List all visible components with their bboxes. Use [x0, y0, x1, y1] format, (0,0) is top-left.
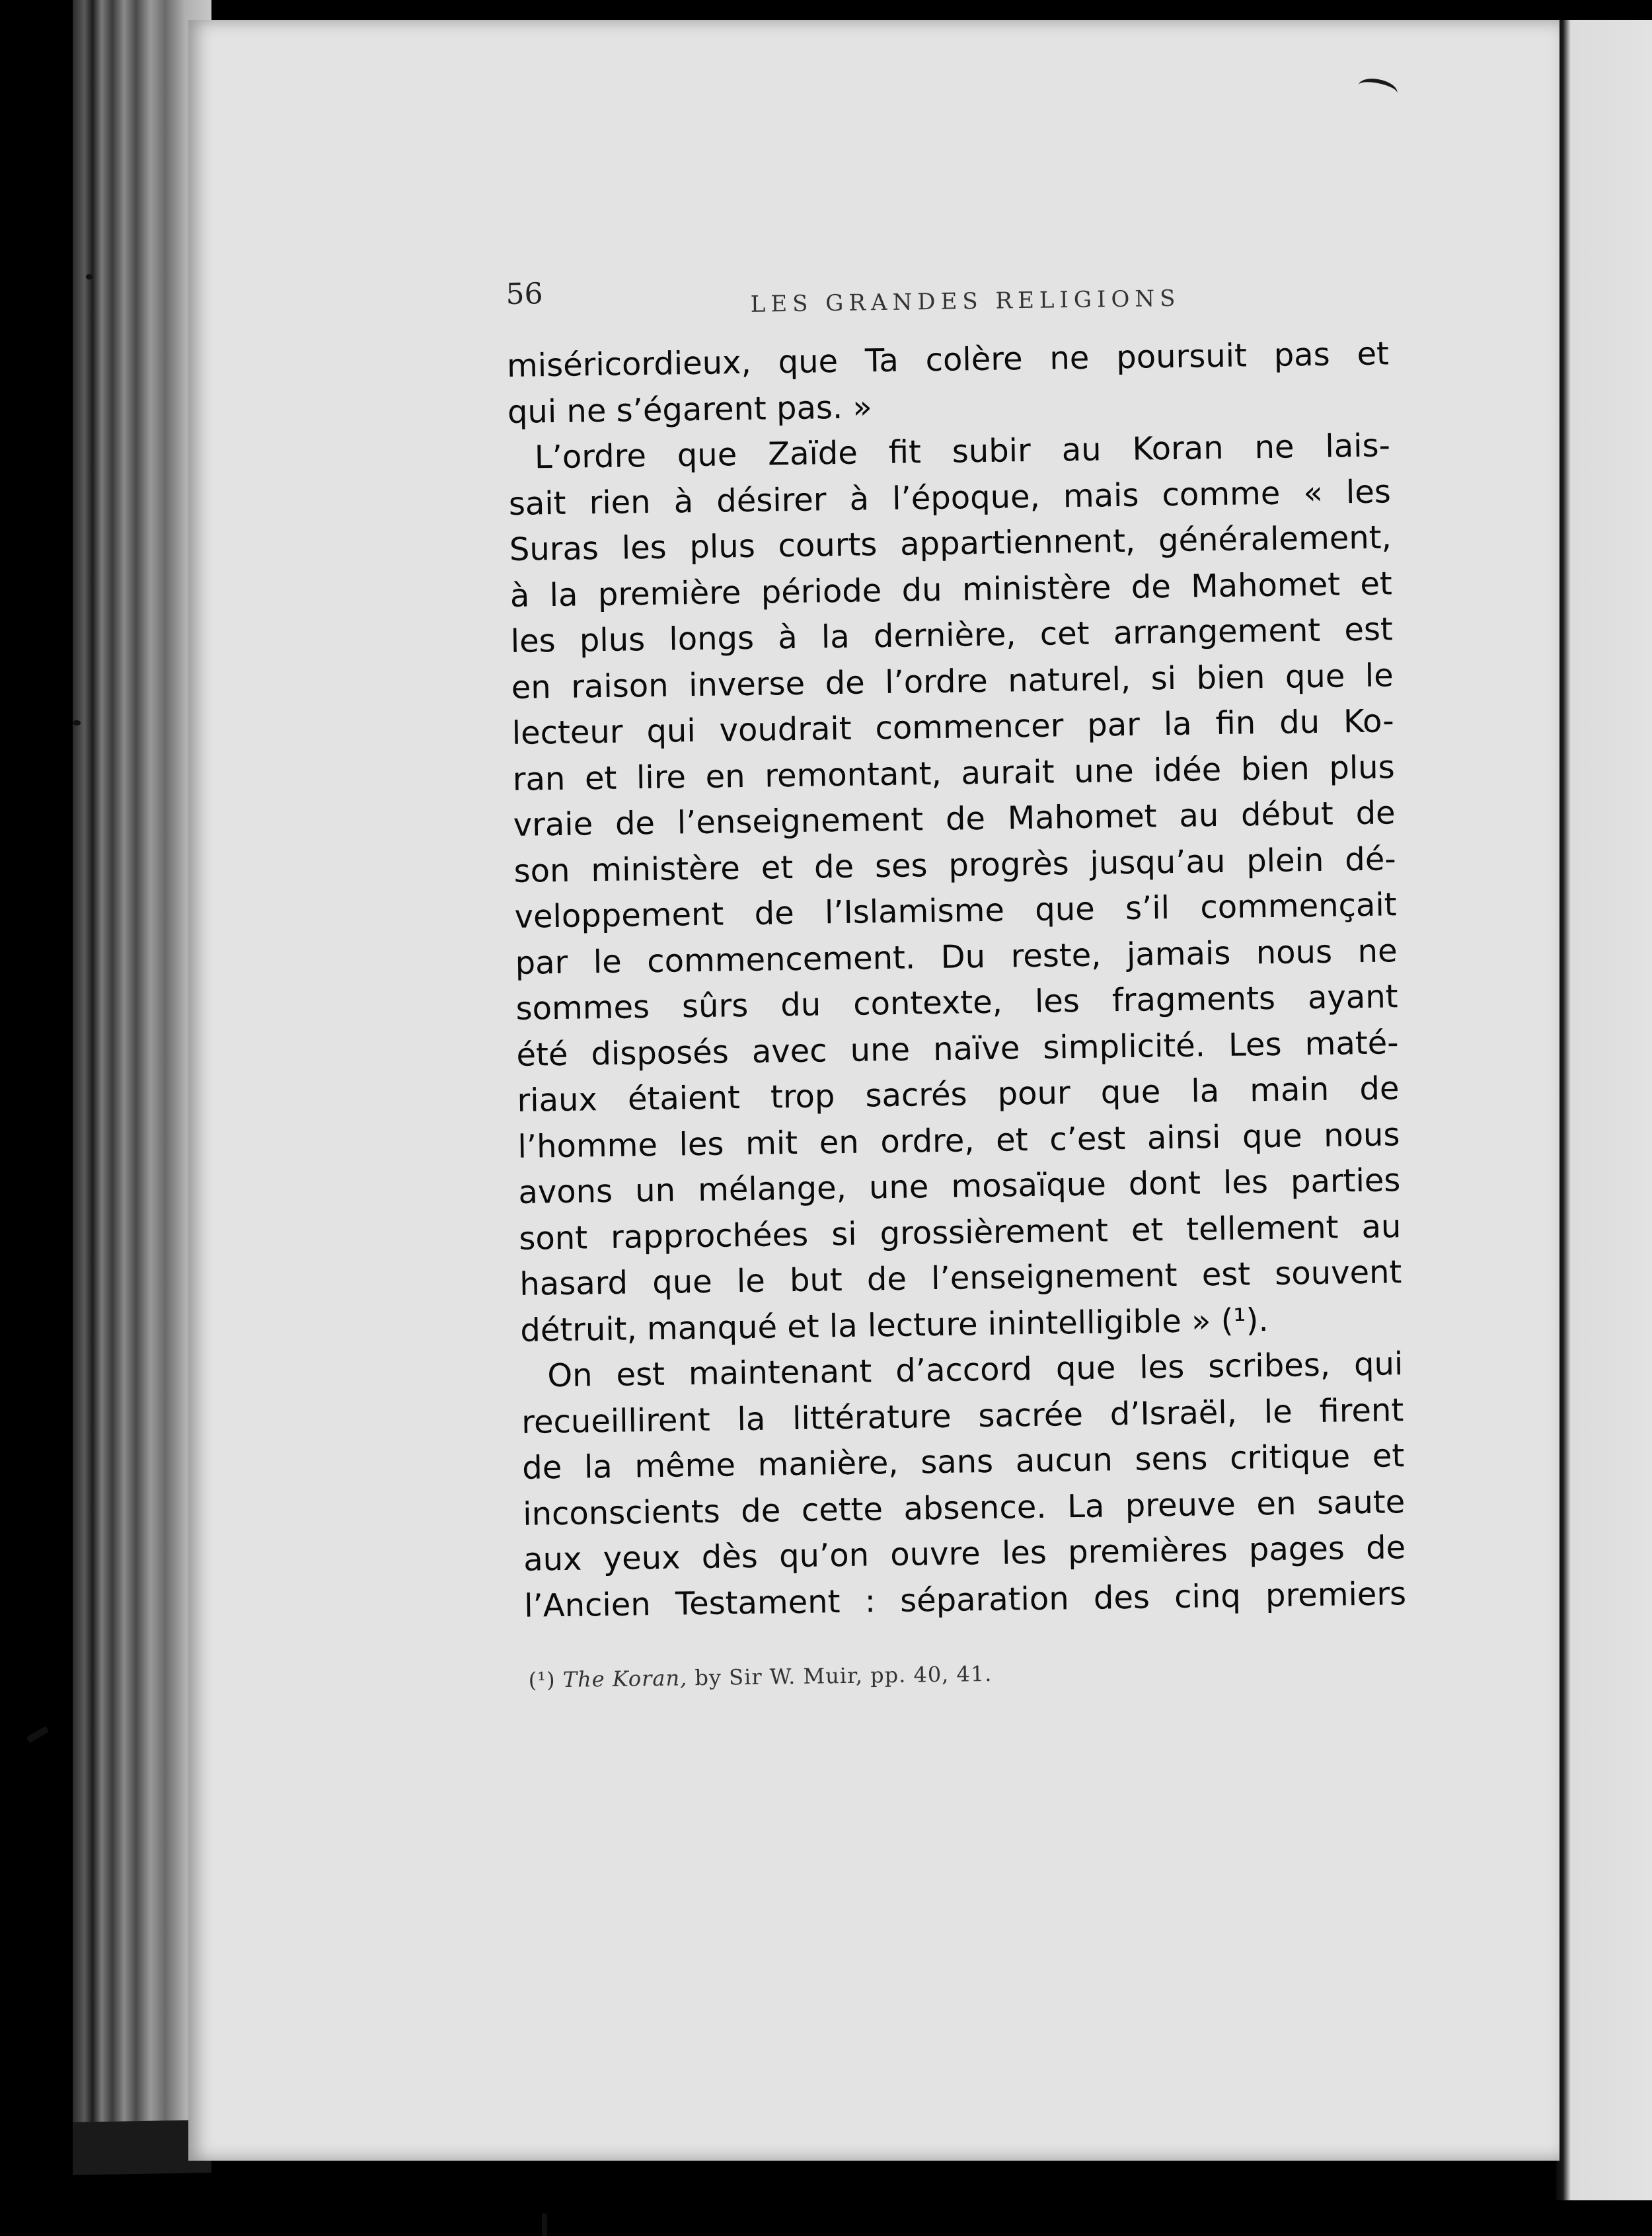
text-line: riaux étaient trop sacrés pour que la main de — [517, 1070, 1400, 1119]
scan-speck — [542, 2214, 547, 2236]
footnote-marker: (¹) — [528, 1667, 556, 1693]
text-line: lecteur qui voudrait commencer par la fin du Ko- — [511, 702, 1395, 752]
text-line: sait rien à désirer à l’époque, mais comme « les — [508, 472, 1392, 523]
text-line: veloppement de l’Islamisme que s’il commençait — [514, 886, 1397, 936]
page-header — [506, 256, 1590, 344]
footnote-citation: by Sir W. Muir, pp. 40, 41. — [695, 1660, 993, 1691]
scan-speck — [86, 274, 93, 280]
scan-speck — [73, 720, 81, 726]
text-line: détruit, manqué et la lecture inintelligible » (¹). — [519, 1301, 1269, 1349]
text-line: qui ne s’égarent pas. » — [507, 388, 873, 431]
text-line: les plus longs à la dernière, cet arrangement est — [510, 611, 1394, 660]
text-line: son ministère et de ses progrès jusqu’au plein dé- — [513, 840, 1396, 890]
text-line: inconscients de cette absence. La preuve en saute — [522, 1483, 1406, 1533]
text-line: vraie de l’enseignement de Mahomet au début de — [513, 794, 1396, 844]
book-page — [188, 20, 1559, 2161]
text-line: Suras les plus courts appartiennent, généralement, — [509, 519, 1392, 568]
text-line: l’homme les mit en ordre, et c’est ainsi que nous — [517, 1115, 1400, 1166]
body-text — [507, 328, 1608, 1629]
text-line: l’Ancien Testament : séparation des cinq premiers — [523, 1575, 1407, 1625]
text-line: à la première période du ministère de Mahomet et — [509, 564, 1393, 615]
running-title: LES GRANDES RELIGIONS — [750, 285, 1181, 318]
text-line: par le commencement. Du reste, jamais nous ne — [515, 932, 1398, 982]
text-line: avons un mélange, une mosaïque dont les parties — [518, 1162, 1401, 1211]
page-content — [506, 256, 1609, 1693]
scan-speck — [26, 1726, 49, 1743]
text-line: miséricordieux, que Ta colère ne poursuit pas et — [506, 335, 1390, 385]
page-number: 56 — [506, 277, 543, 311]
text-line: hasard que le but de l’enseignement est souvent — [519, 1253, 1402, 1303]
text-line: L’ordre que Zaïde fit subir au Koran ne lais- — [534, 427, 1391, 476]
text-line: On est maintenant d’accord que les scribes, qui — [546, 1345, 1404, 1395]
text-line: de la même manière, sans aucun sens critique et — [521, 1437, 1405, 1487]
text-line: aux yeux dès qu’on ouvre les premières pages de — [523, 1529, 1406, 1579]
text-line: en raison inverse de l’ordre naturel, si bien que le — [511, 656, 1394, 706]
footnote — [525, 1653, 1609, 1693]
text-line: ran et lire en remontant, aurait une idée bien plus — [512, 748, 1396, 798]
footnote-title: The Koran, — [562, 1665, 688, 1692]
text-line: été disposés avec une naïve simplicité. Les maté- — [516, 1024, 1399, 1074]
text-line: sont rapprochées si grossièrement et tellement au — [519, 1207, 1402, 1257]
text-line: sommes sûrs du contexte, les fragments ayant — [515, 978, 1398, 1027]
text-line: recueillirent la littérature sacrée d’Israël, le firent — [521, 1391, 1404, 1441]
